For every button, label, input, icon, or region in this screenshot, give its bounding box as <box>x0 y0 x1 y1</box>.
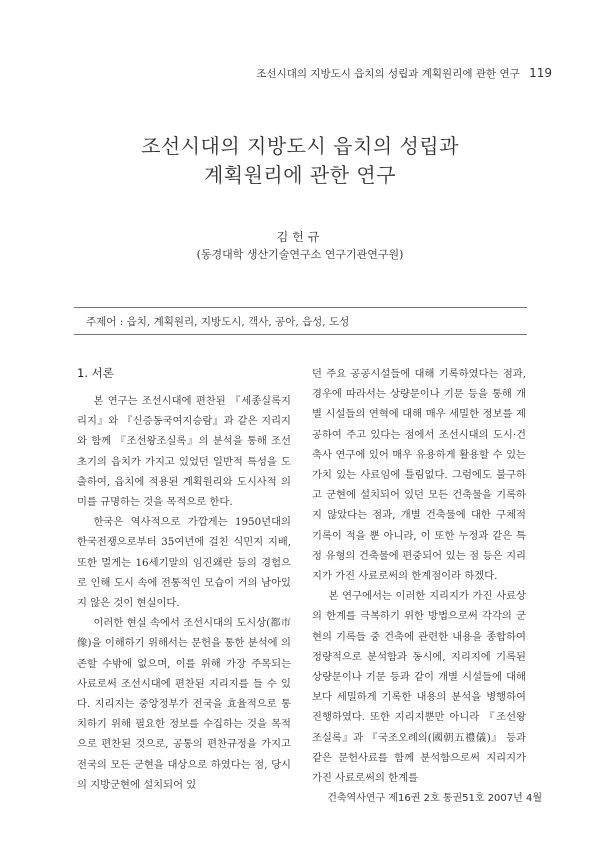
body-paragraph: 본 연구는 조선시대에 편찬된 『세종실록지리지』와 『신증동국여지승람』과 같은 지리지와 함께 『조선왕조실록』의 분석을 통해 조선초기의 읍치가 가지고 있었던 일반적 특성을 도출하여, 읍치에 적용된 계획원리와 도시사적 의미를 규명하는 것을 목적으로 한다. <box>77 395 291 509</box>
body-paragraph: 본 연구에서는 이러한 지리지가 가진 사료상의 한계를 극복하기 위한 방법으로써 각각의 군현의 기록들 중 건축에 관련한 내용을 종합하여 정량적으로 분석함과 동시에, 지리지에 기록된 상량문이나 기문 등과 같이 개별 시설들에 대해 보다 세밀하게 기록한 내용의 분석을 병행하여 진행하였다. 또한 지리지뿐만 아니라 『조선왕조실록』과 『국조오례의(國朝五禮儀)』 등과 같은 문헌사료를 함께 분석함으로써 지리지가 가진 사료로써의 한계를 <box>312 590 526 785</box>
running-title: 조선시대의 지방도시 읍치의 성립과 계획원리에 관한 연구 <box>256 68 520 80</box>
title-line-2: 계획원리에 관한 연구 <box>203 163 397 187</box>
body-paragraph: 이러한 현실 속에서 조선시대의 도시상(都市像)을 이해하기 위해서는 문헌을 통한 분석에 의존할 수밖에 없으며, 이를 위해 가장 주목되는 사료로써 조선시대에 편찬된 지리지를 들 수 있다. 지리지는 중앙정부가 전국을 효율적으로 통치하기 위해 필요한 정보를 수집하는 것을 목적으로 편찬된 것으로, 공통의 편찬규정을 가지고 전국의 모든 군현을 대상으로 하였다는 점, 당시의 지방군현에 설치되어 있 <box>77 617 291 791</box>
left-column <box>77 364 291 795</box>
journal-footer: 건축역사연구 제16권 2호 통권51호 2007년 4월 <box>327 793 542 804</box>
right-column <box>312 364 526 788</box>
author-affiliation: (동경대학 생산기술연구소 연구기관연구원) <box>196 248 404 261</box>
running-header <box>256 66 552 81</box>
keywords-box <box>74 307 527 335</box>
section-heading: 1. 서론 <box>77 366 114 380</box>
title-line-1: 조선시대의 지방도시 읍치의 성립과 <box>141 134 459 158</box>
keywords-text: 주제어 : 읍치, 계획원리, 지방도시, 객사, 공아, 읍성, 도성 <box>86 316 350 328</box>
body-paragraph: 던 주요 공공시설들에 대해 기록하였다는 점과, 경우에 따라서는 상량문이나 기문 등을 통해 개별 시설들의 연혁에 대해 매우 세밀한 정보를 제공하여 주고 있다는 점에서 조선시대의 도시·건축사 연구에 있어 매우 유용하게 활용할 수 있는 가치 있는 사료임에 틀림없다. 그럼에도 불구하고 군현에 설치되어 있던 모든 건축물을 기록하지 않았다는 점과, 개별 건축물에 대한 구체적 기록이 적을 뿐 아니라, 이 또한 누정과 같은 특정 유형의 건축물에 편중되어 있는 점 등은 지리지가 가진 사료로써의 한계점이라 하겠다. <box>312 368 526 583</box>
page-number: 119 <box>529 66 552 80</box>
author-name: 김헌규 <box>276 230 324 244</box>
paper-title <box>0 132 600 190</box>
body-paragraph: 한국은 역사적으로 가깝게는 1950년대의 한국전쟁으로부터 35여년에 걸친 식민지 지배, 또한 멀게는 16세기말의 임진왜란 등의 경험으로 인해 도시 속에 전통적인 모습이 거의 남아있지 않은 것이 현실이다. <box>77 516 291 610</box>
